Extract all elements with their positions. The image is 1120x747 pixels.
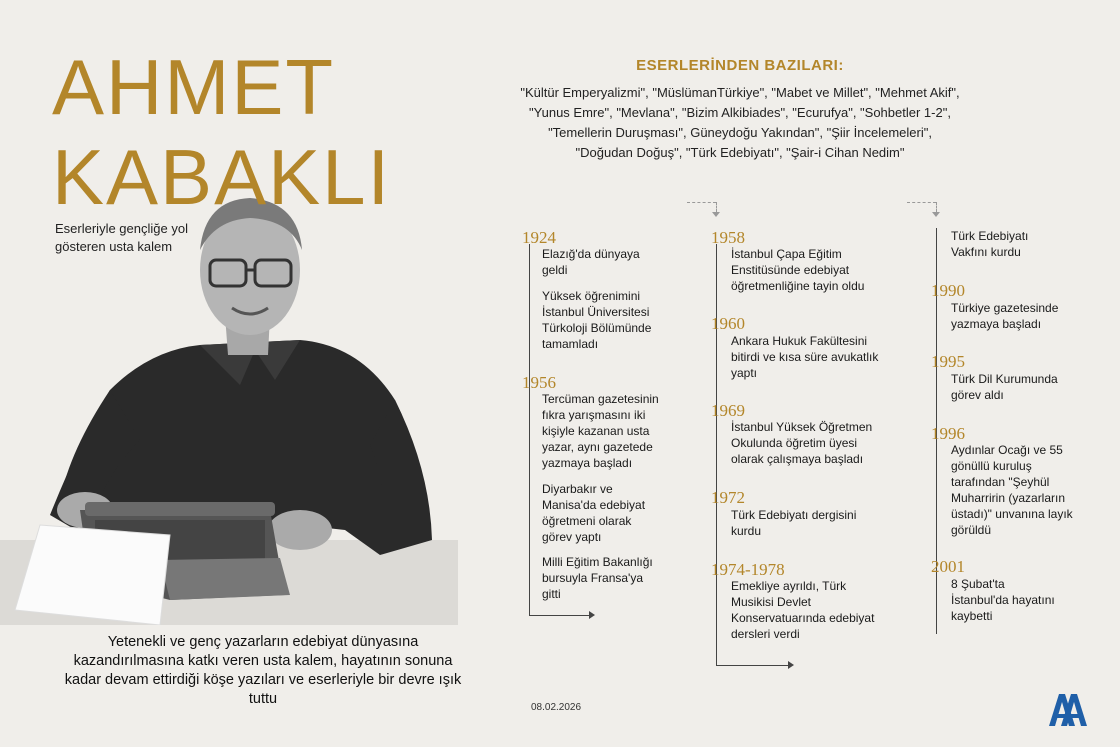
arrow-down-icon bbox=[932, 212, 940, 217]
year-label: 1960 bbox=[711, 314, 745, 333]
event-text: Türkiye gazetesinde yazmaya başladı bbox=[951, 301, 1059, 331]
event-text: Ankara Hukuk Fakültesini bitirdi ve kısa süre avukatlık yaptı bbox=[731, 334, 879, 380]
aa-logo-icon bbox=[1047, 690, 1089, 728]
year-label: 1974-1978 bbox=[711, 560, 785, 579]
timeline-line bbox=[716, 665, 788, 666]
year-label: 1969 bbox=[711, 401, 745, 420]
year-label: 1972 bbox=[711, 488, 745, 507]
works-line: "Kültür Emperyalizmi", "MüslümanTürkiye", "Mabet ve Millet", "Mehmet Akif", bbox=[520, 85, 960, 100]
year-label: 1924 bbox=[522, 228, 556, 247]
timeline-line bbox=[529, 615, 589, 616]
event-text: Yüksek öğrenimini İstanbul Üniversitesi Türkoloji Bölümünde tamamladı bbox=[542, 289, 652, 351]
year-label: 1995 bbox=[931, 352, 965, 371]
connector bbox=[907, 202, 936, 203]
publish-date: 08.02.2026 bbox=[531, 702, 582, 713]
connector bbox=[687, 202, 716, 203]
event-text: Emekliye ayrıldı, Türk Musikisi Devlet Konservatuarında edebiyat dersleri verdi bbox=[731, 579, 875, 641]
event-text: İstanbul Çapa Eğitim Enstitüsünde edebiyat öğretmenliğine tayin oldu bbox=[731, 247, 865, 293]
arrow-right-icon bbox=[788, 661, 794, 669]
connector bbox=[716, 202, 717, 212]
event-text: Aydınlar Ocağı ve 55 gönüllü kuruluş tarafından "Şeyhül Muharririn (yazarların üstadı)" unvanına layık görüldü bbox=[951, 443, 1073, 537]
works-line: "Yunus Emre", "Mevlana", "Bizim Alkibiades", "Ecurufya", "Sohbetler 1-2", bbox=[529, 105, 951, 120]
arrow-right-icon bbox=[589, 611, 595, 619]
works-title: ESERLERİNDEN BAZILARI: bbox=[636, 57, 844, 74]
year-label: 1990 bbox=[931, 281, 965, 300]
event-text: Diyarbakır ve Manisa'da edebiyat öğretmeni olarak görev yaptı bbox=[542, 482, 646, 544]
event-text: Elazığ'da dünyaya geldi bbox=[542, 247, 640, 277]
works-list bbox=[510, 83, 970, 163]
event-text: Türk Dil Kurumunda görev aldı bbox=[951, 372, 1058, 402]
event-text: İstanbul Yüksek Öğretmen Okulunda öğretim üyesi olarak çalışmaya başladı bbox=[731, 420, 873, 466]
event-text: Tercüman gazetesinin fıkra yarışmasını iki kişiyle kazanan usta yazar, aynı gazetede yazmaya başladı bbox=[542, 392, 659, 470]
event-text: 8 Şubat'ta İstanbul'da hayatını kaybetti bbox=[951, 577, 1055, 623]
timeline-line bbox=[529, 244, 530, 615]
title-first-name: AHMET bbox=[52, 43, 335, 131]
works-line: "Temellerin Duruşması", Güneydoğu Yakından", "Şiir İncelemeleri", bbox=[548, 125, 932, 140]
connector bbox=[936, 202, 937, 212]
year-label: 1996 bbox=[931, 424, 965, 443]
year-label: 1956 bbox=[522, 373, 556, 392]
works-line: "Doğudan Doğuş", "Türk Edebiyatı", "Şair-i Cihan Nedim" bbox=[575, 145, 905, 160]
year-label: 1958 bbox=[711, 228, 745, 247]
timeline-line bbox=[716, 244, 717, 665]
event-text: Türk Edebiyatı Vakfını kurdu bbox=[951, 229, 1029, 259]
year-label: 2001 bbox=[931, 557, 965, 576]
title-last-name: KABAKLI bbox=[52, 133, 392, 221]
event-text: Türk Edebiyatı dergisini kurdu bbox=[731, 508, 857, 538]
subtitle: Eserleriyle gençliğe yol gösteren usta kalem bbox=[55, 221, 188, 254]
caption: Yetenekli ve genç yazarların edebiyat dünyasına kazandırılmasına katkı veren usta kalem, hayatının sonuna kadar devam ettirdiği köşe yazıları ve eserleriyle bir devre ışık tuttu bbox=[64, 634, 462, 707]
event-text: Milli Eğitim Bakanlığı bursuyla Fransa'ya gitti bbox=[542, 555, 653, 601]
arrow-down-icon bbox=[712, 212, 720, 217]
